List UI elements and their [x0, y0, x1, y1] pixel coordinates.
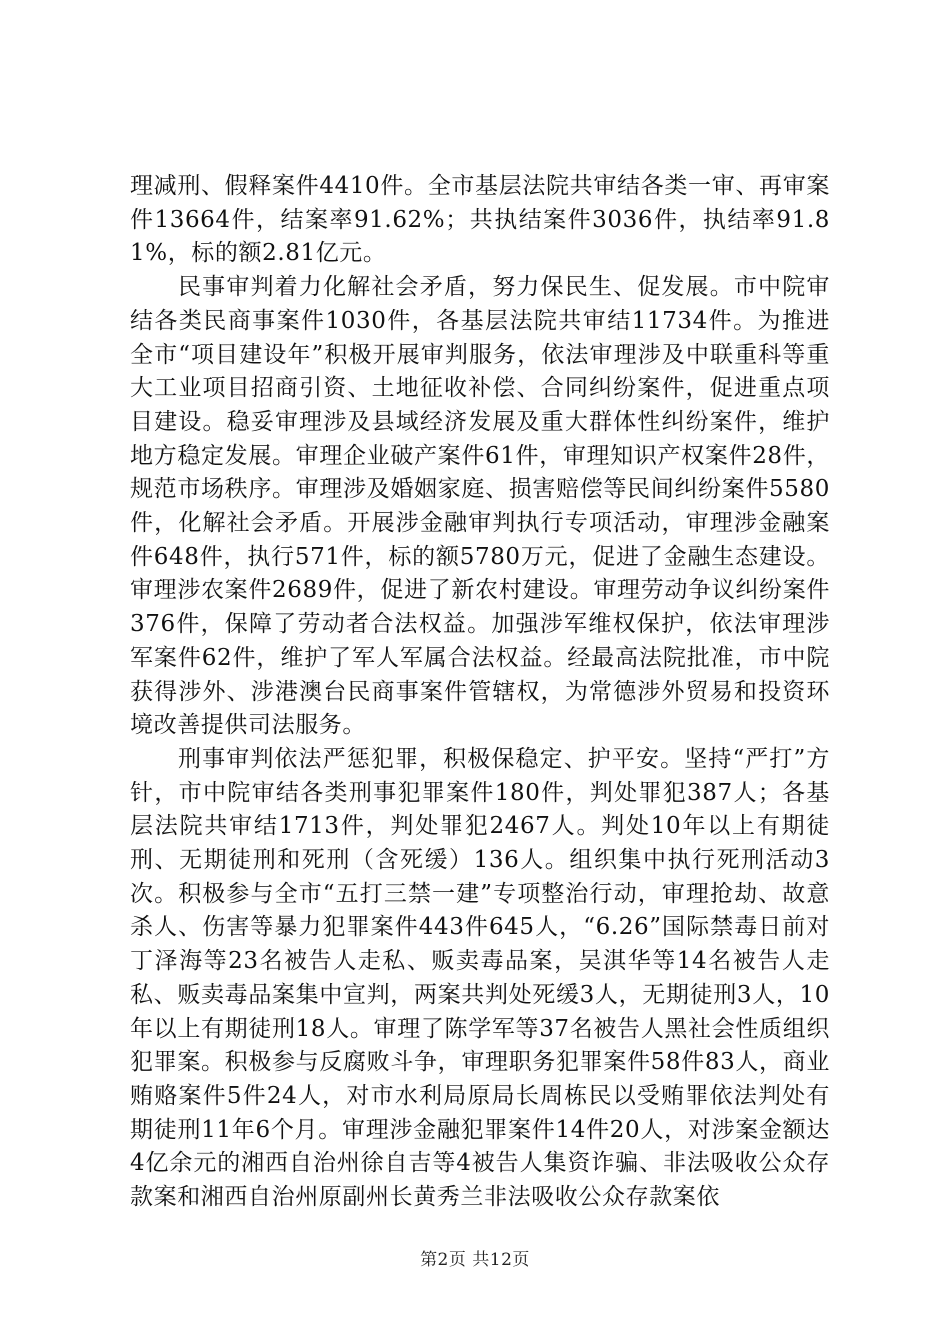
paragraph-3: 刑事审判依法严惩犯罪，积极保稳定、护平安。坚持“严打”方针，市中院审结各类刑事犯罪案件180件，判处罪犯387人；各基层法院共审结1713件，判处罪犯2467人。判处10年以上有期徒刑、无期徒刑和死刑（含死缓）136人。组织集中执行死刑活动3次。积极参与全市“五打三禁一建”专项整治行动，审理抢劫、故意杀人、伤害等暴力犯罪案件443件645人，“6.26”国际禁毒日前对丁泽海等23名被告人走私、贩卖毒品案，吴淇华等14名被告人走私、贩卖毒品案集中宣判，两案共判处死缓3人，无期徒刑3人，10年以上有期徒刑18人。审理了陈学军等37名被告人黑社会性质组织犯罪案。积极参与反腐败斗争，审理职务犯罪案件58件83人，商业贿赂案件5件24人，对市水利局原局长周栋民以受贿罪依法判处有期徒刑11年6个月。审理涉金融犯罪案件14件20人，对涉案金额达4亿余元的湘西自治州徐自吉等4被告人集资诈骗、非法吸收公众存款案和湘西自治州原副州长黄秀兰非法吸收公众存款案依: [130, 745, 830, 1211]
paragraph-2: 民事审判着力化解社会矛盾，努力保民生、促发展。市中院审结各类民商事案件1030件，各基层法院共审结11734件。为推进全市“项目建设年”积极开展审判服务，依法审理涉及中联重科等重大工业项目招商引资、土地征收补偿、合同纠纷案件，促进重点项目建设。稳妥审理涉及县域经济发展及重大群体性纠纷案件，维护地方稳定发展。审理企业破产案件61件，审理知识产权案件28件，规范市场秩序。审理涉及婚姻家庭、损害赔偿等民间纠纷案件5580件，化解社会矛盾。开展涉金融审判执行专项活动，审理涉金融案件648件，执行571件，标的额5780万元，促进了金融生态建设。审理涉农案件2689件，促进了新农村建设。审理劳动争议纠纷案件376件，保障了劳动者合法权益。加强涉军维权保护，依法审理涉军案件62件，维护了军人军属合法权益。经最高法院批准，市中院获得涉外、涉港澳台民商事案件管辖权，为常德涉外贸易和投资环境改善提供司法服务。: [130, 274, 830, 739]
document-body: [130, 170, 830, 1215]
paragraph-1: 理减刑、假释案件4410件。全市基层法院共审结各类一审、再审案件13664件，结案率91.62%；共执结案件3036件，执结率91.81%，标的额2.81亿元。: [130, 173, 830, 267]
page-footer: 第2页 共12页: [420, 1250, 530, 1270]
